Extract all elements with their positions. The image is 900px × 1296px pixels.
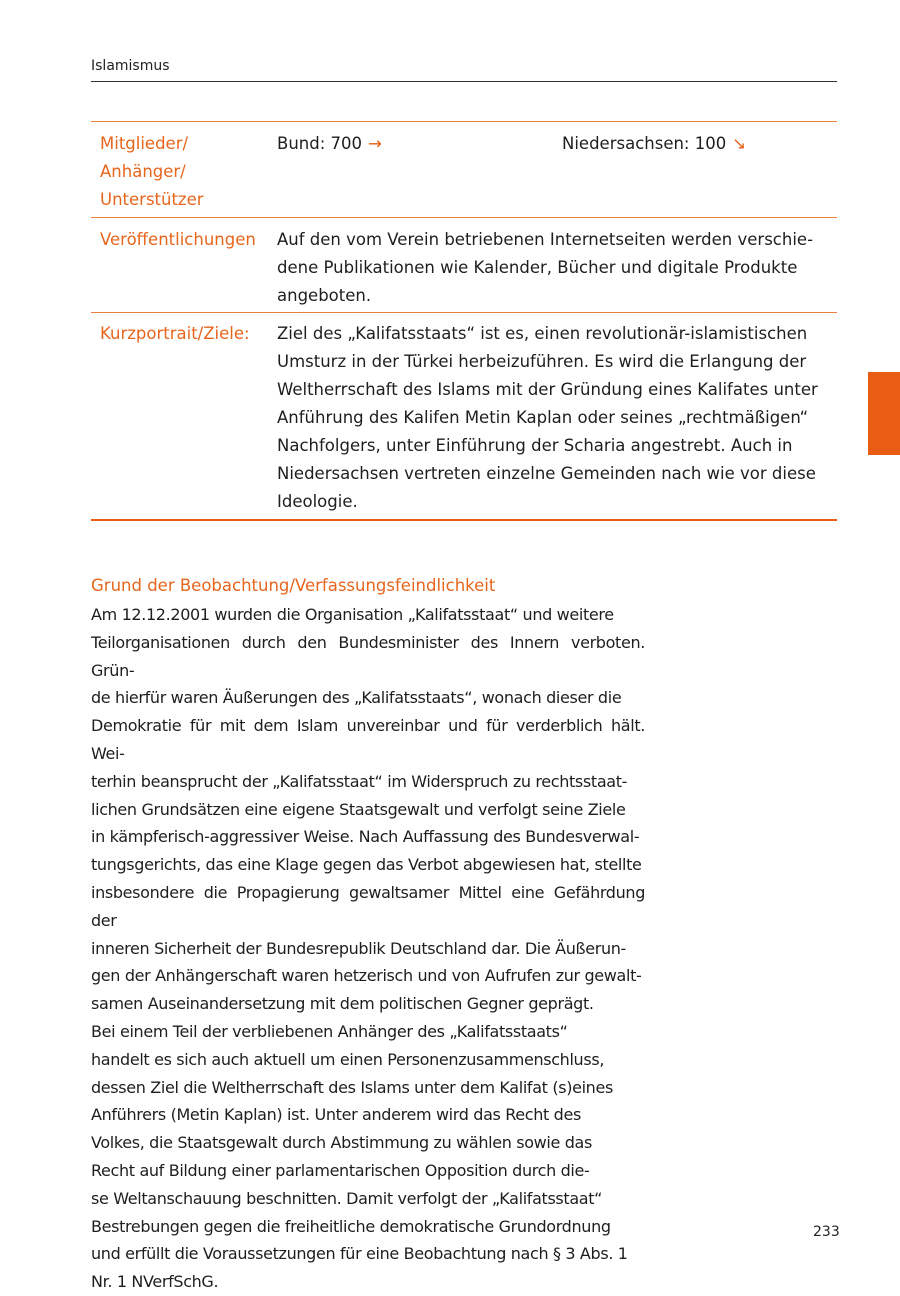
- arrow-right-icon: →: [368, 134, 382, 153]
- text-line: gen der Anhängerschaft waren hetzerisch und von Aufrufen zur gewalt-: [91, 966, 642, 986]
- body-text: [91, 601, 645, 1296]
- text-line: Bestrebungen gegen die freiheitliche demokratische Grundordnung: [91, 1216, 611, 1236]
- text-line: Anführung des Kalifen Metin Kaplan oder seines „rechtmäßigen“: [277, 408, 809, 427]
- page-number: 233: [813, 1224, 840, 1240]
- header-divider: [91, 81, 837, 82]
- text-line: Nachfolgers, unter Einführung der Scharia angestrebt. Auch in: [277, 436, 793, 455]
- text-line: Anführers (Metin Kaplan) ist. Unter anderem wird das Recht des: [91, 1105, 581, 1125]
- bund-count-text: Bund: 700: [277, 134, 363, 153]
- paragraph-2: [91, 1018, 645, 1296]
- text-line: Am 12.12.2001 wurden die Organisation „Kalifatsstaat“ und weitere: [91, 605, 614, 624]
- text-line: angeboten.: [277, 286, 372, 305]
- arrow-down-right-icon: ↘: [732, 134, 747, 153]
- table-row-members: [91, 122, 837, 218]
- text-line: Nr. 1 NVerfSchG.: [91, 1272, 219, 1292]
- members-values: [277, 130, 837, 211]
- text-line: Teilorganisationen durch den Bundesminister des Innern verboten. Grün-: [91, 632, 645, 680]
- portrait-text: [277, 320, 837, 513]
- members-label-line: Anhänger/: [100, 162, 186, 181]
- chapter-tab-marker: [868, 372, 900, 455]
- table-row-publications: [91, 218, 837, 313]
- text-line: in kämpferisch-aggressiver Weise. Nach Auffassung des Bundesverwal-: [91, 827, 640, 847]
- text-line: samen Auseinandersetzung mit dem politischen Gegner geprägt.: [91, 994, 594, 1014]
- members-label-line: Unterstützer: [100, 190, 204, 209]
- text-line: de hierfür waren Äußerungen des „Kalifatsstaats“, wonach dieser die: [91, 688, 622, 708]
- bund-count: [277, 130, 562, 211]
- text-line: und erfüllt die Voraussetzungen für eine Beobachtung nach § 3 Abs. 1: [91, 1244, 628, 1264]
- publications-label: Veröffentlichungen: [100, 230, 256, 249]
- section-heading: Grund der Beobachtung/Verfassungsfeindlichkeit: [91, 576, 496, 595]
- text-line: insbesondere die Propagierung gewaltsamer Mittel eine Gefährdung der: [91, 882, 645, 930]
- text-line: Weltherrschaft des Islams mit der Gründung eines Kalifates unter: [277, 380, 818, 399]
- text-line: dene Publikationen wie Kalender, Bücher und digitale Produkte: [277, 258, 798, 277]
- running-header: Islamismus: [91, 58, 170, 74]
- text-line: se Weltanschauung beschnitten. Damit verfolgt der „Kalifatsstaat“: [91, 1188, 603, 1208]
- text-line: Volkes, die Staatsgewalt durch Abstimmung zu wählen sowie das: [91, 1133, 592, 1153]
- members-label-line: Mitglieder/: [100, 134, 189, 153]
- paragraph-1: [91, 601, 645, 1018]
- text-line: inneren Sicherheit der Bundesrepublik Deutschland dar. Die Äußerun-: [91, 938, 626, 958]
- text-line: Demokratie für mit dem Islam unvereinbar und für verderblich hält. Wei-: [91, 716, 645, 763]
- text-line: Auf den vom Verein betriebenen Internetseiten werden verschie-: [277, 230, 814, 249]
- text-line: Niedersachsen vertreten einzelne Gemeinden nach wie vor diese: [277, 464, 816, 483]
- table-row-portrait: [91, 313, 837, 521]
- text-line: Bei einem Teil der verbliebenen Anhänger des „Kalifatsstaats“: [91, 1021, 568, 1041]
- portrait-label: Kurzportrait/Ziele:: [100, 324, 250, 343]
- text-line: Recht auf Bildung einer parlamentarischen Opposition durch die-: [91, 1160, 590, 1180]
- text-line: Umsturz in der Türkei herbeizuführen. Es wird die Erlangung der: [277, 352, 807, 371]
- text-line: terhin beansprucht der „Kalifatsstaat“ im Widerspruch zu rechtsstaat-: [91, 771, 628, 791]
- text-line: handelt es sich auch aktuell um einen Personenzusammenschluss,: [91, 1049, 605, 1069]
- publications-text: [277, 226, 837, 306]
- text-line: Ideologie.: [277, 492, 358, 511]
- text-line: tungsgerichts, das eine Klage gegen das Verbot abgewiesen hat, stellte: [91, 855, 642, 875]
- text-line: lichen Grundsätzen eine eigene Staatsgewalt und verfolgt seine Ziele: [91, 799, 626, 819]
- info-table: [91, 121, 837, 521]
- niedersachsen-count-text: Niedersachsen: 100: [562, 134, 727, 153]
- niedersachsen-count: [562, 130, 746, 211]
- text-line: dessen Ziel die Weltherrschaft des Islams unter dem Kalifat (s)eines: [91, 1077, 613, 1097]
- members-label: [91, 130, 277, 211]
- text-line: Ziel des „Kalifatsstaats“ ist es, einen revolutionär-islamistischen: [277, 324, 808, 343]
